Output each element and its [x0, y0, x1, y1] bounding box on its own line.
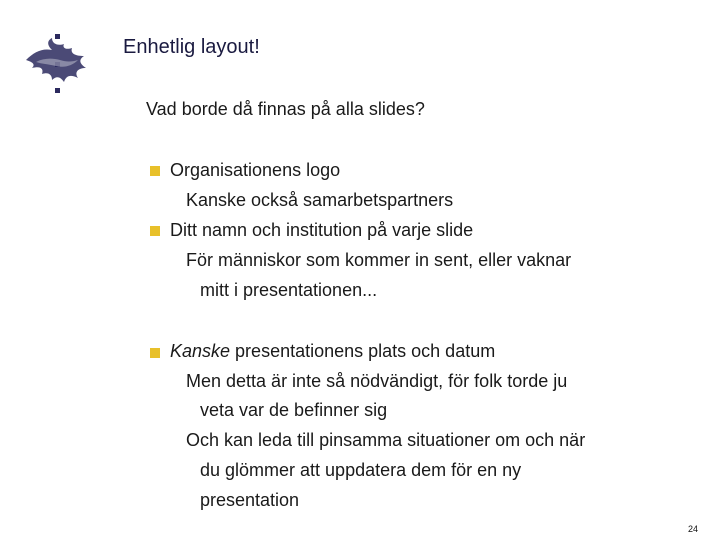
slide-subtitle: Vad borde då finnas på alla slides?: [146, 99, 425, 119]
sub-bullet-text: Men detta är inte så nödvändigt, för folk torde ju: [186, 371, 568, 391]
italic-word: Kanske: [170, 341, 231, 361]
sub-bullet-continuation: mitt i presentationen...: [200, 280, 378, 300]
bullet-text-rest: presentationens plats och datum: [230, 341, 496, 361]
sub-bullet-text: Och kan leda till pinsamma situationer om och när: [186, 430, 586, 450]
sub-bullet-continuation: veta var de befinner sig: [200, 400, 388, 420]
bullet-square-icon: [150, 163, 160, 173]
bullet-text: [170, 340, 495, 362]
sub-bullet-text: För människor som kommer in sent, eller vaknar: [186, 250, 572, 270]
bullet-square-icon: [150, 223, 160, 233]
university-logo-icon: [22, 26, 92, 98]
bullet-text: Organisationens logo: [170, 160, 341, 180]
bullet-square-icon: [150, 345, 160, 355]
sub-bullet-continuation: du glömmer att uppdatera dem för en ny: [200, 460, 522, 480]
slide-title: Enhetlig layout!: [123, 36, 260, 58]
sub-bullet-continuation: presentation: [200, 490, 300, 510]
sub-bullet-text: Kanske också samarbetspartners: [186, 190, 454, 210]
page-number: 24: [688, 524, 699, 534]
bullet-text: Ditt namn och institution på varje slide: [170, 220, 474, 240]
